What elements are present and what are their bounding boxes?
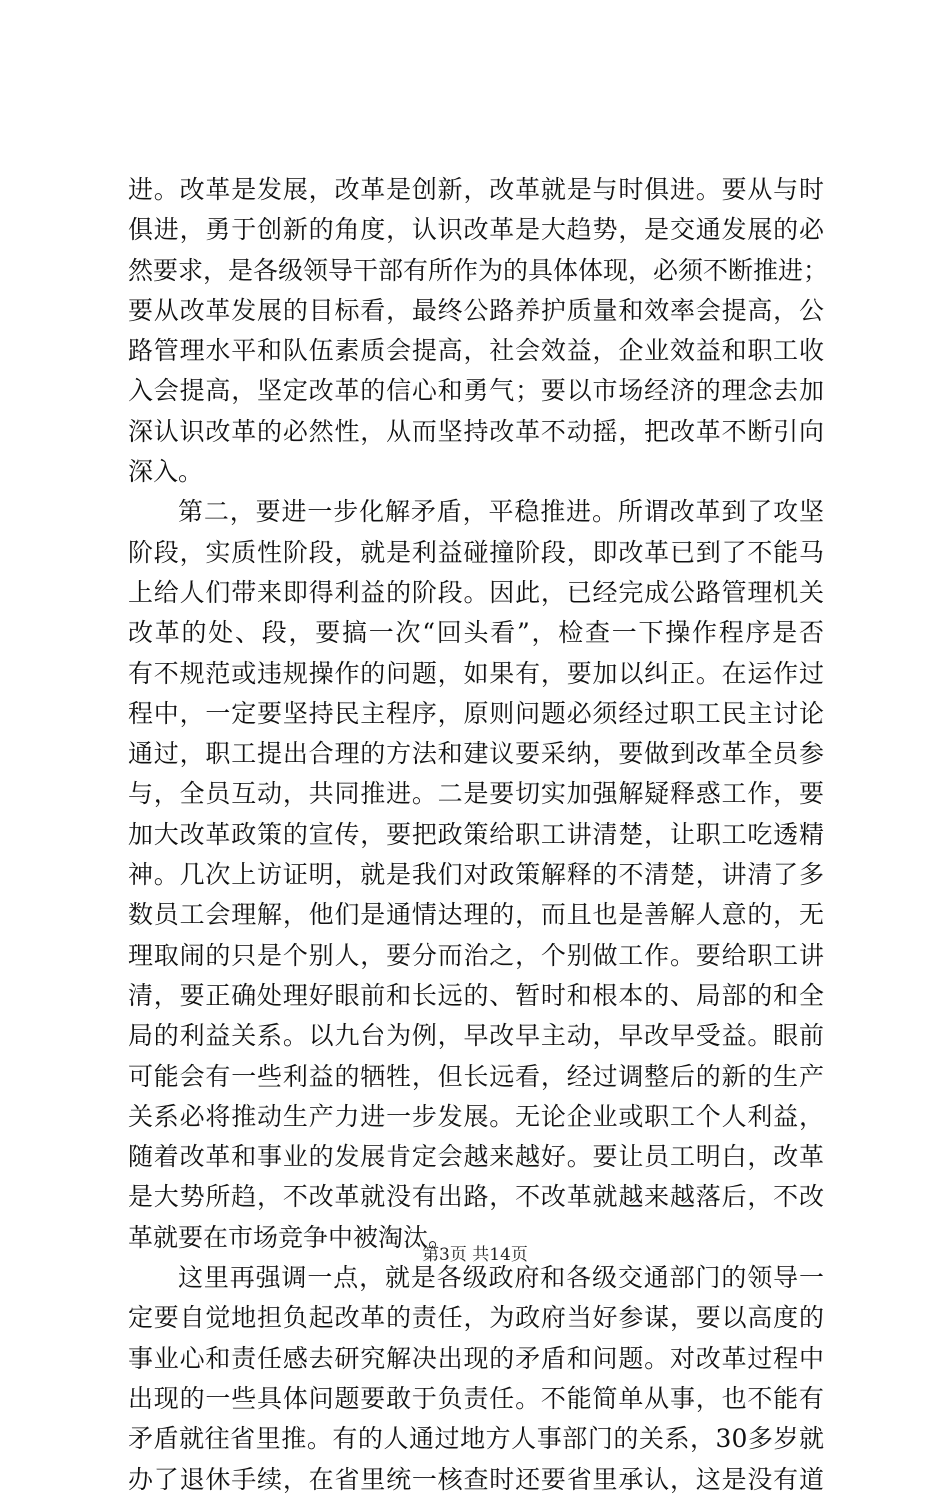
text-line: 深入。 <box>128 457 204 487</box>
text-line: 与，全员互动，共同推进。二是要切实加强解疑释惑工作，要 <box>128 779 824 809</box>
text-line: 可能会有一些利益的牺牲，但长远看，经过调整后的新的生产 <box>128 1061 824 1091</box>
page-footer: 第3页 共14页 <box>422 1245 528 1265</box>
body-text <box>128 170 829 1500</box>
text-line: 俱进，勇于创新的角度，认识改革是大趋势，是交通发展的必 <box>128 215 824 245</box>
text-line: 要从改革发展的目标看，最终公路养护质量和效率会提高，公 <box>128 295 824 325</box>
text-line: 矛盾就往省里推。有的人通过地方人事部门的关系，30多岁就 <box>128 1424 824 1454</box>
text-line: 革就要在市场竞争中被淘汰。 <box>128 1222 454 1252</box>
text-line: 清，要正确处理好眼前和长远的、暂时和根本的、局部的和全 <box>128 980 824 1010</box>
text-line: 上给人们带来即得利益的阶段。因此，已经完成公路管理机关 <box>128 577 824 607</box>
text-line: 神。几次上访证明，就是我们对政策解释的不清楚，讲清了多 <box>128 860 824 890</box>
text-line: 是大势所趋，不改革就没有出路，不改革就越来越落后，不改 <box>128 1182 824 1212</box>
text-line: 程中，一定要坚持民主程序，原则问题必须经过职工民主讨论 <box>128 698 824 728</box>
text-line: 通过，职工提出合理的方法和建议要采纳，要做到改革全员参 <box>128 739 824 769</box>
text-line: 这里再强调一点，就是各级政府和各级交通部门的领导一 <box>178 1263 824 1293</box>
text-line: 路管理水平和队伍素质会提高，社会效益，企业效益和职工收 <box>128 336 824 366</box>
text-line: 加大改革政策的宣传，要把政策给职工讲清楚，让职工吃透精 <box>128 819 824 849</box>
text-line: 随着改革和事业的发展肯定会越来越好。要让员工明白，改革 <box>128 1142 824 1172</box>
text-line: 然要求，是各级领导干部有所作为的具体体现，必须不断推进； <box>128 255 829 285</box>
text-line: 进。改革是发展，改革是创新，改革就是与时俱进。要从与时 <box>128 175 824 204</box>
text-line: 数员工会理解，他们是通情达理的，而且也是善解人意的，无 <box>128 900 824 930</box>
text-line: 入会提高，坚定改革的信心和勇气；要以市场经济的理念去加 <box>128 376 824 406</box>
text-line: 理取闹的只是个别人，要分而治之，个别做工作。要给职工讲 <box>128 940 824 970</box>
text-line: 第二，要进一步化解矛盾，平稳推进。所谓改革到了攻坚 <box>178 497 824 527</box>
text-line: 定要自觉地担负起改革的责任，为政府当好参谋，要以高度的 <box>128 1303 824 1333</box>
text-line: 改革的处、段，要搞一次“回头看”，检查一下操作程序是否 <box>128 618 824 648</box>
text-line: 有不规范或违规操作的问题，如果有，要加以纠正。在运作过 <box>128 658 824 688</box>
text-line: 事业心和责任感去研究解决出现的矛盾和问题。对改革过程中 <box>128 1343 824 1373</box>
text-line: 办了退休手续，在省里统一核查时还要省里承认，这是没有道 <box>128 1464 824 1494</box>
text-line: 局的利益关系。以九台为例，早改早主动，早改早受益。眼前 <box>128 1021 824 1051</box>
text-line: 阶段，实质性阶段，就是利益碰撞阶段，即改革已到了不能马 <box>128 537 824 567</box>
text-line: 出现的一些具体问题要敢于负责任。不能简单从事，也不能有 <box>128 1383 824 1413</box>
text-line: 深认识改革的必然性，从而坚持改革不动摇，把改革不断引向 <box>128 416 824 446</box>
text-line: 关系必将推动生产力进一步发展。无论企业或职工个人利益， <box>128 1101 824 1131</box>
